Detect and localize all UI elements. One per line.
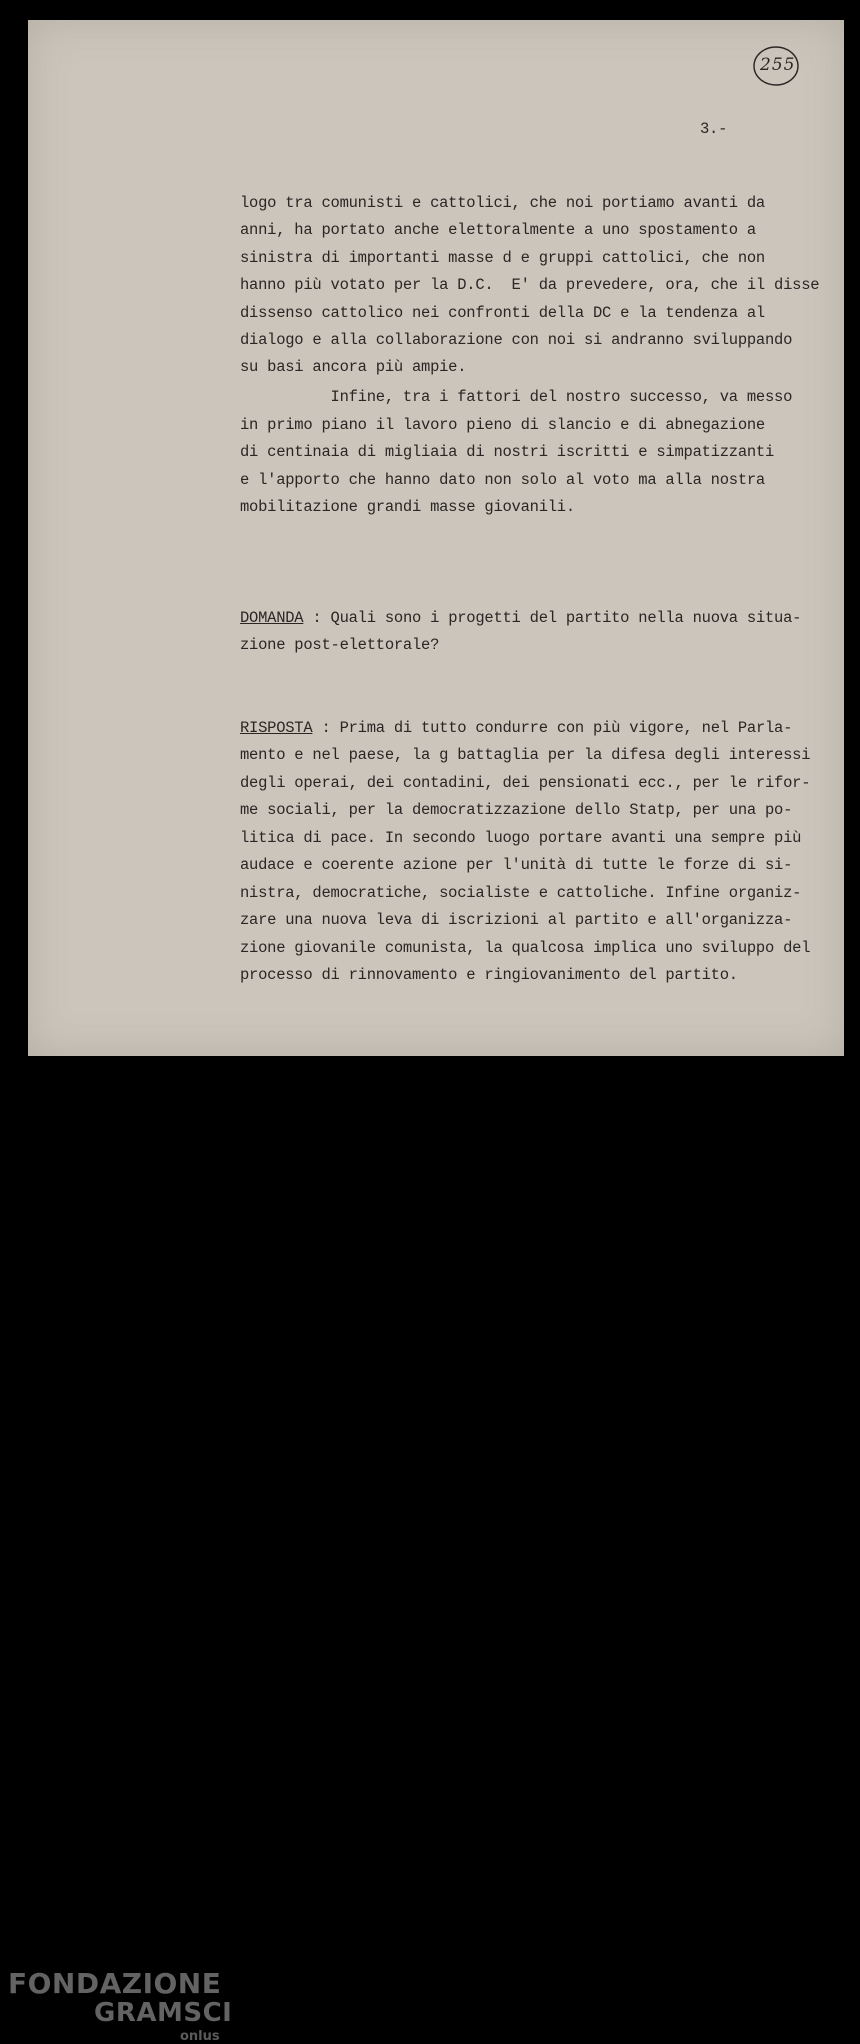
text-line: e l'apporto che hanno dato non solo al voto ma alla nostra [240,471,765,489]
watermark-line-2: GRAMSCI [94,1998,233,2028]
text-line: hanno più votato per la D.C. E' da prevedere, ora, che il disse [240,276,820,294]
page-number: 3.- [700,120,728,138]
answer-line: degli operai, dei contadini, dei pensionati ecc., per le rifor- [240,774,811,792]
text-line: in primo piano il lavoro pieno di slancio e di abnegazione [240,416,765,434]
answer-line: audace e coerente azione per l'unità di tutte le forze di si- [240,856,793,874]
answer-line: nistra, democratiche, socialiste e cattoliche. Infine organiz- [240,884,802,902]
text-line: sinistra di importanti masse d e gruppi cattolici, che non [240,249,765,267]
answer-line: zione giovanile comunista, la qualcosa implica uno sviluppo del [240,939,811,957]
answer-text: : Prima di tutto condurre con più vigore, nel Parla- [312,719,793,737]
archive-reference-number: 255 [752,44,800,88]
answer-line: zare una nuova leva di iscrizioni al partito e all'organizza- [240,911,793,929]
watermark-line-1: FONDAZIONE [8,1967,222,2000]
answer-line: me sociali, per la democratizzazione dello Statp, per una po- [240,801,793,819]
question-text: : Quali sono i progetti del partito nella nuova situa- [303,609,802,627]
answer-line: processo di rinnovamento e ringiovanimento del partito. [240,966,738,984]
text-line: dissenso cattolico nei confronti della DC e la tendenza al [240,304,765,322]
text-line: anni, ha portato anche elettoralmente a uno spostamento a [240,221,756,239]
text-line: dialogo e alla collaborazione con noi si andranno sviluppando [240,331,793,349]
answer-label: RISPOSTA [240,719,313,737]
question-label: DOMANDA [240,609,304,627]
text-line: Infine, tra i fattori del nostro successo, va messo [240,388,793,406]
text-line: logo tra comunisti e cattolici, che noi portiamo avanti da [240,194,765,212]
question-line [240,609,801,627]
text-line: di centinaia di migliaia di nostri iscritti e simpatizzanti [240,443,775,461]
text-line: mobilitazione grandi masse giovanili. [240,498,575,516]
watermark-line-3: onlus [180,2029,220,2044]
question-line: zione post-elettorale? [240,636,440,654]
text-line: su basi ancora più ampie. [240,358,467,376]
answer-line: litica di pace. In secondo luogo portare avanti una sempre più [240,829,802,847]
answer-line [240,719,792,737]
answer-line: mento e nel paese, la g battaglia per la difesa degli interessi [240,746,811,764]
